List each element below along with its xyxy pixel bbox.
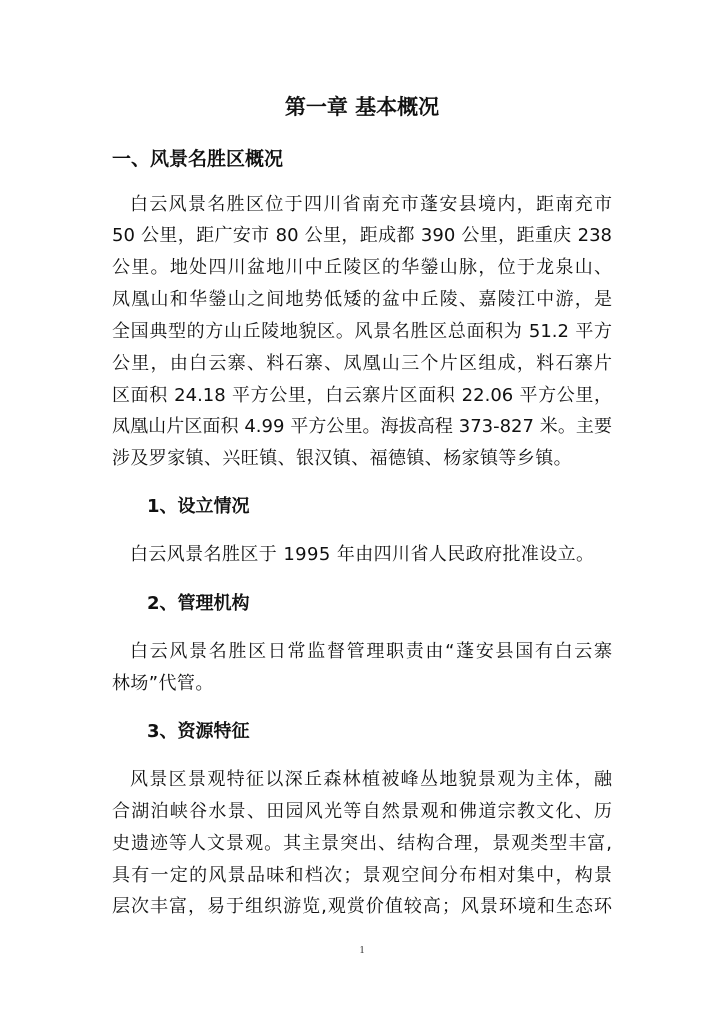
- overview-line: 凤凰山和华鎣山之间地势低矮的盆中丘陵、嘉陵江中游，是: [112, 289, 612, 310]
- subsection-line: 白云风景名胜区于 1995 年由四川省人民政府批准设立。: [130, 544, 595, 565]
- subsection-line: 白云风景名胜区日常监督管理职责由“蓬安县国有白云寨: [130, 641, 612, 662]
- subsection-line: 林场”代管。: [112, 673, 214, 694]
- subsection-line: 具有一定的风景品味和档次；景观空间分布相对集中，构景: [112, 865, 612, 886]
- section-heading: 一、风景名胜区概况: [112, 148, 284, 170]
- subsection-line: 层次丰富，易于组织游览,观赏价值较高；风景环境和生态环: [112, 896, 612, 917]
- subsection-line: 史遗迹等人文景观。其主景突出、结构合理，景观类型丰富,: [112, 833, 612, 854]
- overview-line: 凤凰山片区面积 4.99 平方公里。海拔高程 373-827 米。主要: [112, 416, 612, 437]
- overview-line: 50 公里，距广安市 80 公里，距成都 390 公里，距重庆 238: [112, 225, 612, 246]
- chapter-title: 第一章 基本概况: [284, 95, 440, 119]
- overview-line: 涉及罗家镇、兴旺镇、银汉镇、福德镇、杨家镇等乡镇。: [112, 448, 572, 469]
- subsection-line: 合湖泊峡谷水景、田园风光等自然景观和佛道宗教文化、历: [112, 801, 612, 822]
- subsection-line: 风景区景观特征以深丘森林植被峰丛地貌景观为主体，融: [130, 769, 612, 790]
- overview-line: 区面积 24.18 平方公里，白云寨片区面积 22.06 平方公里，: [112, 385, 612, 406]
- page-number: 1: [359, 945, 365, 956]
- overview-line: 白云风景名胜区位于四川省南充市蓬安县境内，距南充市: [130, 194, 612, 215]
- overview-line: 公里。地处四川盆地川中丘陵区的华鎣山脉，位于龙泉山、: [112, 257, 612, 278]
- subsection-heading: 2、管理机构: [147, 593, 250, 614]
- subsection-heading: 1、设立情况: [147, 496, 250, 517]
- overview-line: 公里，由白云寨、料石寨、凤凰山三个片区组成，料石寨片: [112, 353, 612, 374]
- overview-line: 全国典型的方山丘陵地貌区。风景名胜区总面积为 51.2 平方: [112, 321, 612, 342]
- subsection-heading: 3、资源特征: [147, 721, 250, 742]
